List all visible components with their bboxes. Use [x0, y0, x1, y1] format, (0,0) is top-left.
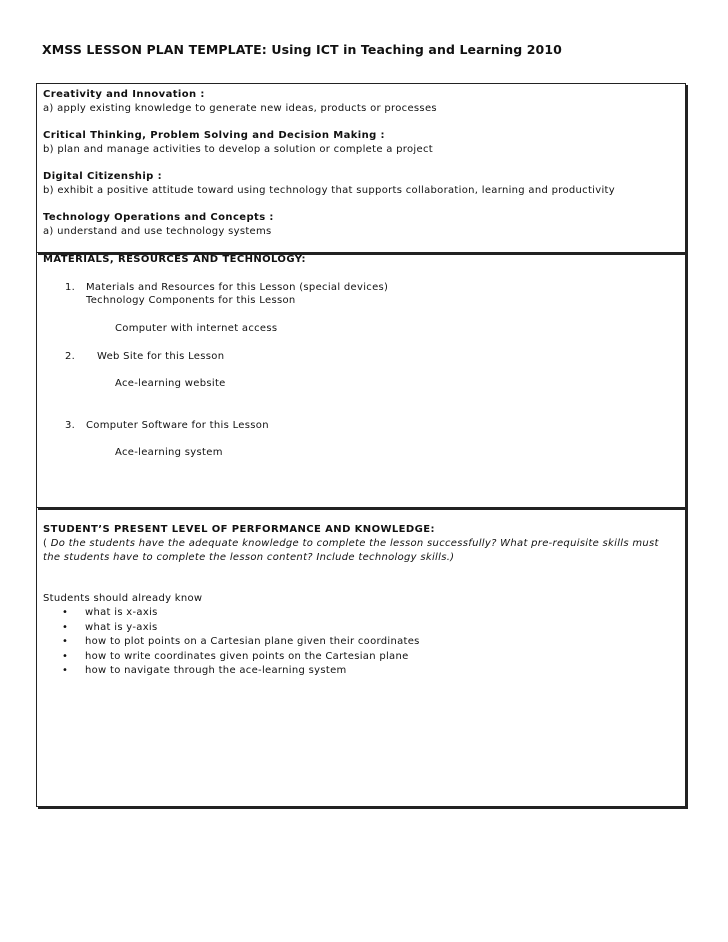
- performance-prompt: [43, 537, 659, 551]
- performance-heading: STUDENT’S PRESENT LEVEL OF PERFORMANCE AND KNOWLEDGE:: [43, 524, 435, 535]
- standard-text: b) exhibit a positive attitude toward using technology that supports collaboration, learning and productivity: [43, 185, 615, 196]
- list-item: how to navigate through the ace-learning system: [85, 665, 347, 676]
- standard-text: a) apply existing knowledge to generate new ideas, products or processes: [43, 103, 437, 114]
- standards-box: [36, 83, 686, 253]
- list-item: what is y-axis: [85, 622, 158, 633]
- performance-box: [36, 507, 686, 807]
- standard-heading: Critical Thinking, Problem Solving and Decision Making :: [43, 130, 385, 141]
- standard-text: a) understand and use technology systems: [43, 226, 272, 237]
- bullet-icon: •: [62, 665, 68, 676]
- performance-prompt-cont: the students have to complete the lesson content? Include technology skills.): [43, 552, 455, 563]
- list-item: how to plot points on a Cartesian plane given their coordinates: [85, 636, 420, 647]
- standard-heading: Digital Citizenship :: [43, 171, 162, 182]
- prompt-paren: (: [43, 538, 51, 549]
- materials-item-value: Computer with internet access: [115, 323, 278, 334]
- materials-item-label: Computer Software for this Lesson: [86, 420, 269, 431]
- bullet-icon: •: [62, 651, 68, 662]
- bullet-icon: •: [62, 636, 68, 647]
- bullet-icon: •: [62, 622, 68, 633]
- materials-item-label: Web Site for this Lesson: [97, 351, 225, 362]
- materials-item-sublabel: Technology Components for this Lesson: [86, 295, 296, 306]
- materials-item-value: Ace-learning system: [115, 447, 223, 458]
- bullet-icon: •: [62, 607, 68, 618]
- materials-item-number: 2.: [65, 351, 76, 362]
- list-item: how to write coordinates given points on the Cartesian plane: [85, 651, 409, 662]
- standard-text: b) plan and manage activities to develop a solution or complete a project: [43, 144, 433, 155]
- page-title: XMSS LESSON PLAN TEMPLATE: Using ICT in Teaching and Learning 2010: [42, 42, 562, 57]
- standard-heading: Creativity and Innovation :: [43, 89, 205, 100]
- standard-heading: Technology Operations and Concepts :: [43, 212, 274, 223]
- materials-box: [36, 251, 686, 508]
- materials-item-label: Materials and Resources for this Lesson (special devices): [86, 282, 389, 293]
- materials-heading: MATERIALS, RESOURCES AND TECHNOLOGY:: [43, 254, 306, 265]
- performance-intro: Students should already know: [43, 593, 203, 604]
- list-item: what is x-axis: [85, 607, 158, 618]
- materials-item-value: Ace-learning website: [115, 378, 226, 389]
- prompt-line: Do the students have the adequate knowledge to complete the lesson successfully? What pre-requisite skills must: [50, 538, 659, 549]
- materials-item-number: 1.: [65, 282, 76, 293]
- materials-item-number: 3.: [65, 420, 76, 431]
